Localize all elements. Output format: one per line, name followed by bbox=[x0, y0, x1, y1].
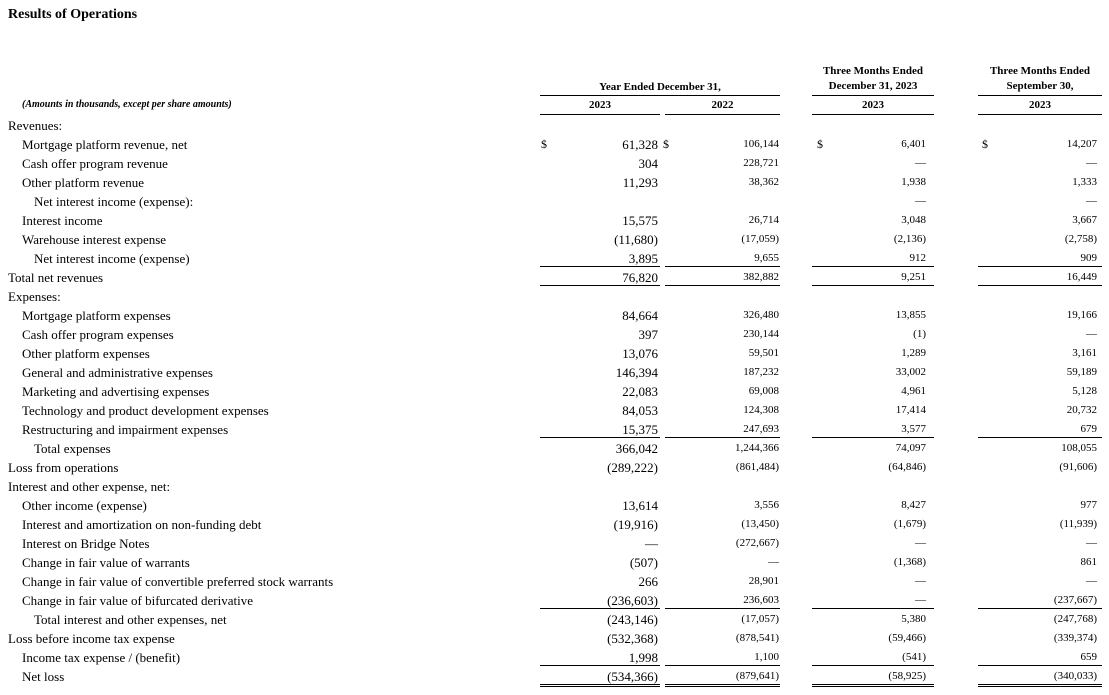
row-label: Change in fair value of convertible preferred stock warrants bbox=[22, 574, 334, 589]
cell-value: (247,768) bbox=[1053, 613, 1097, 625]
underline-rule bbox=[665, 608, 780, 609]
cell-value: (59,466) bbox=[888, 632, 926, 644]
cell-value: (2,758) bbox=[1064, 233, 1097, 245]
underline-rule bbox=[540, 285, 660, 286]
row-label: Other platform revenue bbox=[22, 175, 145, 190]
row-label: Loss before income tax expense bbox=[8, 631, 175, 646]
cell-value: 61,328 bbox=[622, 137, 658, 152]
cell-value: 912 bbox=[909, 252, 926, 264]
units-note: (Amounts in thousands, except per share amounts) bbox=[22, 99, 232, 110]
cell-value: 106,144 bbox=[743, 138, 779, 150]
cell-value: 3,161 bbox=[1072, 347, 1097, 359]
underline-rule bbox=[540, 437, 660, 438]
underline-rule bbox=[812, 665, 934, 666]
table-row bbox=[0, 363, 1109, 382]
cell-value: 74,097 bbox=[895, 442, 926, 454]
row-label: Interest income bbox=[22, 213, 103, 228]
header-q3-line1: Three Months Ended bbox=[989, 65, 1091, 77]
cell-value: 909 bbox=[1080, 252, 1097, 264]
header-q3-line2: September 30, bbox=[1006, 80, 1074, 92]
cell-value: 28,901 bbox=[748, 575, 779, 587]
cell-value: 124,308 bbox=[743, 404, 779, 416]
cell-value: (879,641) bbox=[735, 670, 779, 682]
table-row bbox=[0, 610, 1109, 629]
cell-value: 38,362 bbox=[748, 176, 779, 188]
cell-value: 304 bbox=[638, 156, 658, 171]
underline-rule bbox=[540, 665, 660, 666]
cell-value: (878,541) bbox=[735, 632, 779, 644]
cell-value: — bbox=[645, 536, 658, 551]
row-label: Total net revenues bbox=[8, 270, 104, 285]
cell-value: — bbox=[915, 157, 926, 169]
row-label: Mortgage platform revenue, net bbox=[22, 137, 188, 152]
currency-symbol: $ bbox=[541, 137, 547, 151]
cell-value: 4,961 bbox=[901, 385, 926, 397]
underline-rule bbox=[978, 285, 1102, 286]
cell-value: (340,033) bbox=[1053, 670, 1097, 682]
cell-value: (272,667) bbox=[735, 537, 779, 549]
underline-rule bbox=[665, 266, 780, 267]
cell-value: 13,614 bbox=[622, 498, 658, 513]
cell-value: 16,449 bbox=[1066, 271, 1097, 283]
cell-value: 20,732 bbox=[1066, 404, 1097, 416]
cell-value: 13,855 bbox=[895, 309, 926, 321]
cell-value: — bbox=[915, 537, 926, 549]
cell-value: — bbox=[1086, 157, 1097, 169]
cell-value: 382,882 bbox=[743, 271, 779, 283]
underline-rule bbox=[978, 665, 1102, 666]
row-label: Revenues: bbox=[8, 118, 63, 133]
row-label: Restructuring and impairment expenses bbox=[22, 422, 229, 437]
cell-value: 17,414 bbox=[895, 404, 926, 416]
table-row bbox=[0, 572, 1109, 591]
underline-rule bbox=[812, 437, 934, 438]
row-label: Interest and amortization on non-funding debt bbox=[22, 517, 262, 532]
double-rule bbox=[812, 684, 934, 687]
cell-value: (532,368) bbox=[607, 631, 658, 646]
cell-value: 3,048 bbox=[901, 214, 926, 226]
cell-value: (861,484) bbox=[735, 461, 779, 473]
underline-rule bbox=[812, 608, 934, 609]
table-row bbox=[0, 401, 1109, 420]
cell-value: — bbox=[915, 575, 926, 587]
currency-symbol: $ bbox=[817, 137, 823, 151]
cell-value: — bbox=[768, 556, 779, 568]
cell-value: 76,820 bbox=[622, 270, 658, 285]
cell-value: 236,603 bbox=[743, 594, 779, 606]
cell-value: 19,166 bbox=[1066, 309, 1097, 321]
cell-value: (237,667) bbox=[1053, 594, 1097, 606]
page-title: Results of Operations bbox=[8, 7, 138, 22]
cell-value: — bbox=[1086, 537, 1097, 549]
cell-value: 1,100 bbox=[754, 651, 779, 663]
table-row bbox=[0, 534, 1109, 553]
cell-value: 15,575 bbox=[622, 213, 658, 228]
row-label: Total interest and other expenses, net bbox=[34, 612, 227, 627]
cell-value: 26,714 bbox=[748, 214, 779, 226]
table-row bbox=[0, 211, 1109, 230]
cell-value: 3,667 bbox=[1072, 214, 1097, 226]
table-row bbox=[0, 325, 1109, 344]
row-label: Total expenses bbox=[34, 441, 111, 456]
cell-value: 84,664 bbox=[622, 308, 658, 323]
cell-value: 13,076 bbox=[622, 346, 658, 361]
row-label: Change in fair value of bifurcated derivative bbox=[22, 593, 254, 608]
cell-value: (1,679) bbox=[893, 518, 926, 530]
cell-value: (91,606) bbox=[1059, 461, 1097, 473]
cell-value: (507) bbox=[629, 555, 658, 570]
underline-rule bbox=[812, 285, 934, 286]
cell-value: 15,375 bbox=[622, 422, 658, 437]
row-label: Warehouse interest expense bbox=[22, 232, 167, 247]
cell-value: 1,998 bbox=[628, 650, 658, 665]
table-row bbox=[0, 287, 1109, 306]
underline-rule bbox=[540, 266, 660, 267]
cell-value: 266 bbox=[638, 574, 658, 589]
cell-value: (541) bbox=[902, 651, 926, 663]
underline-rule bbox=[978, 437, 1102, 438]
cell-value: 1,289 bbox=[901, 347, 926, 359]
cell-value: 33,002 bbox=[895, 366, 926, 378]
table-row bbox=[0, 154, 1109, 173]
cell-value: (19,916) bbox=[613, 517, 658, 532]
row-label: Marketing and advertising expenses bbox=[22, 384, 210, 399]
table-row bbox=[0, 439, 1109, 458]
row-label: Net interest income (expense): bbox=[34, 194, 194, 209]
row-label: Income tax expense / (benefit) bbox=[22, 650, 181, 665]
cell-value: (58,925) bbox=[888, 670, 926, 682]
cell-value: 5,128 bbox=[1072, 385, 1097, 397]
table-row bbox=[0, 496, 1109, 515]
table-row bbox=[0, 458, 1109, 477]
cell-value: (1,368) bbox=[893, 556, 926, 568]
cell-value: 8,427 bbox=[901, 499, 926, 511]
cell-value: (64,846) bbox=[888, 461, 926, 473]
header-col-2023: 2023 bbox=[589, 99, 611, 111]
cell-value: 230,144 bbox=[743, 328, 779, 340]
double-rule bbox=[665, 684, 780, 687]
underline-rule bbox=[812, 266, 934, 267]
cell-value: 1,244,366 bbox=[735, 442, 779, 454]
underline-rule bbox=[665, 665, 780, 666]
table-row bbox=[0, 553, 1109, 572]
table-row bbox=[0, 135, 1109, 154]
cell-value: 326,480 bbox=[743, 309, 779, 321]
cell-value: (243,146) bbox=[607, 612, 658, 627]
cell-value: — bbox=[1086, 195, 1097, 207]
cell-value: 59,501 bbox=[748, 347, 779, 359]
cell-value: (534,366) bbox=[607, 669, 658, 684]
cell-value: 22,083 bbox=[622, 384, 658, 399]
underline-rule bbox=[665, 437, 780, 438]
header-col-q4: 2023 bbox=[862, 99, 884, 111]
cell-value: 228,721 bbox=[743, 157, 779, 169]
table-row bbox=[0, 344, 1109, 363]
row-label: Expenses: bbox=[8, 289, 61, 304]
cell-value: 1,333 bbox=[1072, 176, 1097, 188]
table-row bbox=[0, 629, 1109, 648]
header-col-q3: 2023 bbox=[1029, 99, 1051, 111]
header-year-ended: Year Ended December 31, bbox=[599, 81, 721, 93]
row-label: Net interest income (expense) bbox=[34, 251, 190, 266]
row-label: Change in fair value of warrants bbox=[22, 555, 190, 570]
cell-value: 11,293 bbox=[622, 175, 658, 190]
cell-value: 187,232 bbox=[743, 366, 779, 378]
row-label: Cash offer program expenses bbox=[22, 327, 174, 342]
cell-value: (2,136) bbox=[893, 233, 926, 245]
cell-value: — bbox=[915, 594, 926, 606]
table-row bbox=[0, 515, 1109, 534]
table-row bbox=[0, 477, 1109, 496]
cell-value: 5,380 bbox=[901, 613, 926, 625]
table-row bbox=[0, 230, 1109, 249]
cell-value: (11,680) bbox=[614, 232, 658, 247]
row-label: Interest on Bridge Notes bbox=[22, 536, 150, 551]
cell-value: 3,895 bbox=[628, 251, 658, 266]
currency-symbol: $ bbox=[982, 137, 988, 151]
table-row bbox=[0, 306, 1109, 325]
cell-value: (17,057) bbox=[741, 613, 779, 625]
cell-value: 108,055 bbox=[1061, 442, 1097, 454]
cell-value: 69,008 bbox=[748, 385, 779, 397]
cell-value: 247,693 bbox=[743, 423, 779, 435]
cell-value: — bbox=[1086, 575, 1097, 587]
cell-value: (13,450) bbox=[741, 518, 779, 530]
cell-value: 679 bbox=[1080, 423, 1097, 435]
cell-value: 1,938 bbox=[901, 176, 926, 188]
cell-value: 84,053 bbox=[622, 403, 658, 418]
cell-value: — bbox=[915, 195, 926, 207]
cell-value: (236,603) bbox=[607, 593, 658, 608]
cell-value: 146,394 bbox=[615, 365, 658, 380]
cell-value: (11,939) bbox=[1059, 518, 1097, 530]
header-q4-line1: Three Months Ended bbox=[822, 65, 924, 77]
table-row bbox=[0, 116, 1109, 135]
row-label: Net loss bbox=[22, 669, 65, 684]
cell-value: 9,251 bbox=[901, 271, 926, 283]
cell-value: (1) bbox=[913, 328, 926, 340]
row-label: Other income (expense) bbox=[22, 498, 147, 513]
cell-value: (339,374) bbox=[1053, 632, 1097, 644]
cell-value: — bbox=[1086, 328, 1097, 340]
header-col-2022: 2022 bbox=[711, 99, 734, 111]
cell-value: 3,577 bbox=[901, 423, 926, 435]
row-label: Loss from operations bbox=[8, 460, 119, 475]
cell-value: (17,059) bbox=[741, 233, 779, 245]
currency-symbol: $ bbox=[663, 137, 669, 151]
underline-rule bbox=[978, 266, 1102, 267]
row-label: Other platform expenses bbox=[22, 346, 150, 361]
cell-value: 977 bbox=[1080, 499, 1097, 511]
row-label: Mortgage platform expenses bbox=[22, 308, 171, 323]
table-row bbox=[0, 192, 1109, 211]
underline-rule bbox=[540, 608, 660, 609]
cell-value: 3,556 bbox=[754, 499, 779, 511]
underline-rule bbox=[978, 608, 1102, 609]
cell-value: 366,042 bbox=[615, 441, 658, 456]
double-rule bbox=[540, 684, 660, 687]
table-row bbox=[0, 382, 1109, 401]
row-label: Interest and other expense, net: bbox=[8, 479, 171, 494]
row-label: Technology and product development expenses bbox=[22, 403, 269, 418]
double-rule bbox=[978, 684, 1102, 687]
header-q4-line2: December 31, 2023 bbox=[828, 80, 918, 92]
cell-value: 9,655 bbox=[754, 252, 779, 264]
cell-value: 861 bbox=[1080, 556, 1097, 568]
table-row bbox=[0, 173, 1109, 192]
row-label: Cash offer program revenue bbox=[22, 156, 168, 171]
cell-value: (289,222) bbox=[607, 460, 658, 475]
underline-rule bbox=[665, 285, 780, 286]
cell-value: 59,189 bbox=[1066, 366, 1097, 378]
cell-value: 6,401 bbox=[901, 138, 926, 150]
cell-value: 659 bbox=[1080, 651, 1097, 663]
cell-value: 397 bbox=[638, 327, 658, 342]
row-label: General and administrative expenses bbox=[22, 365, 213, 380]
cell-value: 14,207 bbox=[1066, 138, 1097, 150]
